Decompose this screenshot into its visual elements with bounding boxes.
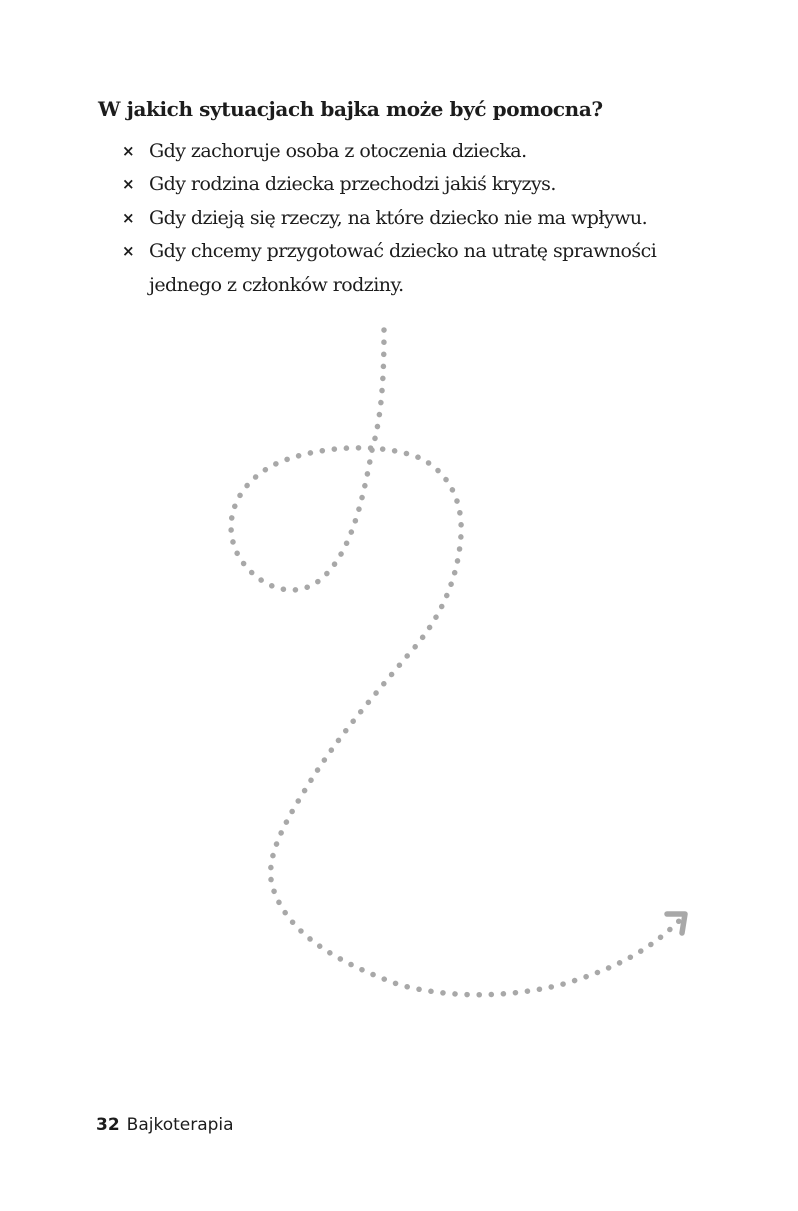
list-item	[122, 202, 702, 235]
list-item-text: Gdy chcemy przygotować dziecko na utratę sprawności jednego z członków rodziny.	[149, 240, 657, 296]
list-item	[122, 235, 702, 302]
list-item	[122, 168, 702, 201]
list-item-text: Gdy zachoruje osoba z otoczenia dziecka.	[149, 140, 527, 162]
x-mark-icon: ×	[122, 208, 135, 227]
x-mark-icon: ×	[122, 142, 135, 160]
section-heading: W jakich sytuacjach bajka może być pomocna?	[98, 97, 603, 121]
x-mark-icon: ×	[122, 175, 135, 194]
page-number: 32	[96, 1115, 120, 1135]
list-item-text: Gdy dzieją się rzeczy, na które dziecko nie ma wpływu.	[149, 206, 648, 229]
book-title: Bajkoterapia	[126, 1115, 234, 1135]
list-item	[122, 135, 702, 168]
list-item-text: Gdy rodzina dziecka przechodzi jakiś kryzys.	[149, 173, 556, 196]
x-mark-icon: ×	[122, 242, 135, 261]
dotted-path-icon	[231, 330, 680, 995]
page-footer	[96, 1112, 234, 1138]
situations-list	[122, 135, 702, 302]
arrow-head-icon	[667, 914, 685, 933]
